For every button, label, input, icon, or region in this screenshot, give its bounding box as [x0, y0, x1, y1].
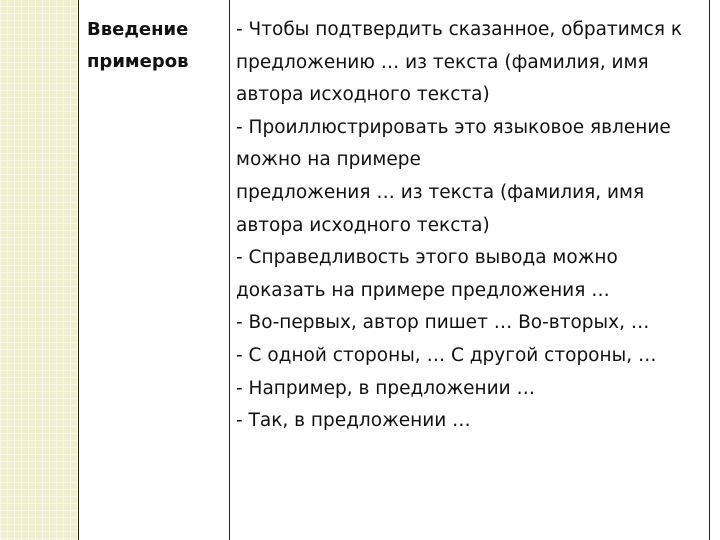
content-line: автора исходного текста) — [236, 84, 490, 106]
content-line: - С одной стороны, … С другой стороны, … — [236, 344, 657, 366]
content-line: - Так, в предложении … — [236, 410, 471, 432]
content-line: - Например, в предложении … — [236, 377, 536, 399]
content-line: можно на примере — [236, 149, 421, 171]
heading-line-2: примеров — [87, 51, 189, 72]
content-line: доказать на примере предложения … — [236, 279, 610, 301]
content-line: предложения … из текста (фамилия, имя — [236, 181, 645, 203]
content-line: предложению … из текста (фамилия, имя — [236, 51, 649, 73]
heading-line-1: Введение — [87, 19, 189, 40]
content-line: - Во-первых, автор пишет … Во-вторых, … — [236, 312, 650, 334]
table-content-cell — [230, 0, 709, 540]
content-line: - Проиллюстрировать это языковое явление — [236, 116, 671, 138]
phrases-table — [78, 0, 710, 540]
table-heading-cell — [79, 0, 230, 540]
content-line: - Чтобы подтвердить сказанное, обратимся к — [236, 19, 683, 40]
decorative-side-stripe — [0, 0, 78, 540]
content-line: автора исходного текста) — [236, 214, 490, 236]
content-line: - Справедливость этого вывода можно — [236, 247, 618, 269]
